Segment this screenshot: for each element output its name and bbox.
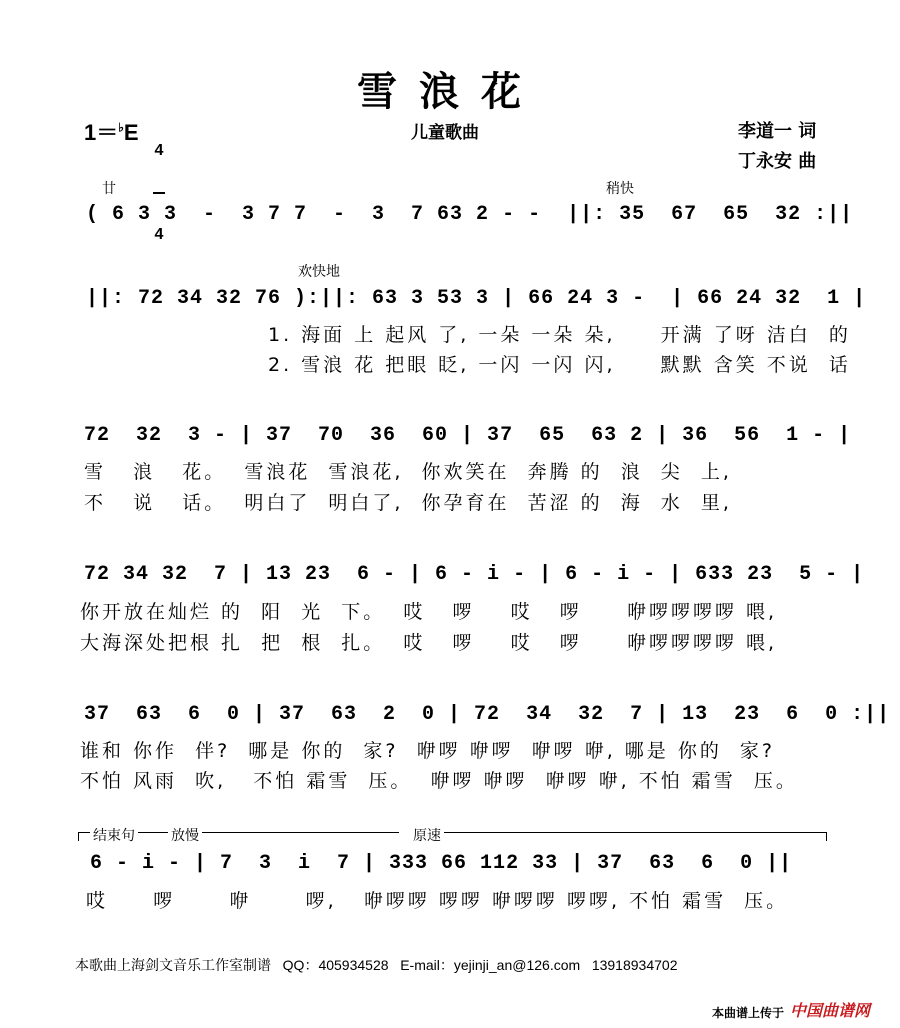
lyricist-credit: 李道一 词 bbox=[738, 121, 817, 142]
lyric-verse1-line-5: 谁和 你作 伴? 哪是 你的 家? 咿啰 咿啰 咿啰 咿, 哪是 你的 家? bbox=[80, 740, 776, 762]
song-title: 雪浪花 bbox=[357, 69, 543, 115]
time-signature bbox=[153, 111, 165, 259]
notation-line-5: 37 63 6 0 | 37 63 2 0 | 72 34 32 7 | 13 23 6 0 :|| bbox=[84, 703, 891, 726]
lyric-line-6: 哎 啰 咿 啰, 咿啰啰 啰啰 咿啰啰 啰啰, 不怕 霜雪 压。 bbox=[86, 890, 789, 912]
ending-bracket-tempo bbox=[440, 832, 827, 841]
lyric-verse1-line-3: 雪 浪 花。 雪浪花 雪浪花, 你欢笑在 奔腾 的 浪 尖 上, bbox=[84, 461, 732, 483]
site-logo: 中国曲谱网 bbox=[790, 1001, 871, 1020]
notation-line-1: ( 6 3 3 - 3 7 7 - 3 7 63 2 - - ||: 35 67 65 32 :|| bbox=[86, 203, 854, 226]
slow-down-mark: 放慢 bbox=[168, 825, 202, 845]
lyric-verse2-line-3: 不 说 话。 明白了 明白了, 你孕育在 苦涩 的 海 水 里, bbox=[84, 492, 732, 514]
upload-note: 本曲谱上传于 bbox=[712, 1006, 785, 1020]
lyric-verse2-line-4: 大海深处把根 扎 把 根 扎。 哎 啰 哎 啰 咿啰啰啰啰 喂, bbox=[80, 632, 778, 654]
notation-line-6: 6 - i - | 7 3 i 7 | 333 66 112 33 | 37 63 6 0 || bbox=[90, 852, 793, 875]
notation-line-3: 72 32 3 - | 37 70 36 60 | 37 65 63 2 | 36 56 1 - | bbox=[84, 424, 852, 447]
time-denominator: 4 bbox=[154, 226, 164, 243]
flat-sign: ♭ bbox=[118, 120, 124, 135]
lyric-verse1-line-2: 1. 海面 上 起风 了, 一朵 一朵 朵, 开满 了呀 洁白 的 bbox=[268, 324, 851, 346]
time-divider bbox=[153, 192, 165, 194]
notation-line-2: ||: 72 34 32 76 ):||: 63 3 53 3 | 66 24 3 - | 66 24 32 1 | bbox=[86, 287, 867, 310]
key-label: 1＝ bbox=[84, 120, 119, 145]
lyric-verse2-line-5: 不怕 风雨 吹, 不怕 霜雪 压。 咿啰 咿啰 咿啰 咿, 不怕 霜雪 压。 bbox=[80, 770, 798, 792]
copyright-footer bbox=[75, 955, 677, 975]
notation-line-4: 72 34 32 7 | 13 23 6 - | 6 - i - | 6 - i - | 633 23 5 - | bbox=[84, 563, 865, 586]
time-numerator: 4 bbox=[154, 142, 164, 159]
composer-credit: 丁永安 曲 bbox=[738, 151, 817, 172]
fermata-mark: 廿 bbox=[102, 181, 116, 197]
tempo-mark-joyful: 欢快地 bbox=[298, 264, 340, 280]
ending-mark: 结束句 bbox=[90, 825, 138, 845]
original-tempo-mark: 原速 bbox=[410, 825, 444, 845]
key-note: E bbox=[123, 120, 139, 145]
qq-contact: QQ：405934528 bbox=[282, 957, 389, 973]
tempo-mark-faster: 稍快 bbox=[606, 181, 634, 197]
studio-credit: 本歌曲上海剑文音乐工作室制谱 bbox=[75, 957, 271, 973]
key-signature bbox=[84, 116, 139, 147]
phone-contact: 13918934702 bbox=[591, 957, 678, 973]
lyric-verse2-line-2: 2. 雪浪 花 把眼 眨, 一闪 一闪 闪, 默默 含笑 不说 话 bbox=[268, 354, 851, 376]
song-genre: 儿童歌曲 bbox=[411, 123, 479, 143]
lyric-verse1-line-4: 你开放在灿烂 的 阳 光 下。 哎 啰 哎 啰 咿啰啰啰啰 喂, bbox=[80, 601, 778, 623]
email-contact: E-mail：yejinji_an@126.com bbox=[400, 957, 581, 973]
